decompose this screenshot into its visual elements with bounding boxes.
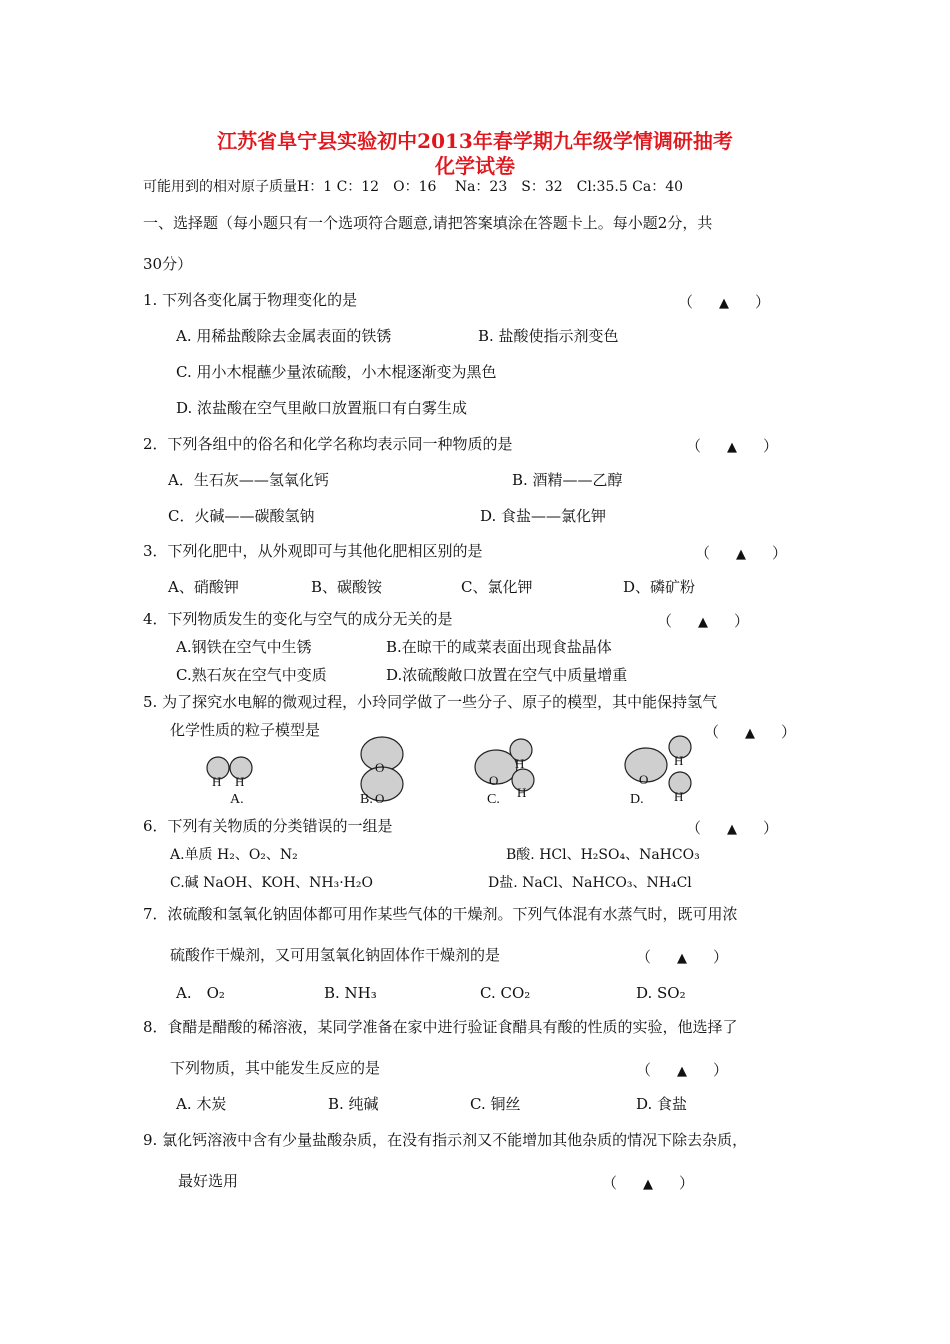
q8-option-c: C. 铜丝 [470, 1095, 521, 1113]
q1-answer-slot[interactable]: （ ▲ ） [678, 293, 771, 311]
answer-mark: ▲ [736, 547, 747, 562]
q8-option-a: A. 木炭 [176, 1095, 227, 1113]
atom-label: O [639, 772, 649, 787]
q6-answer-slot[interactable]: （ ▲ ） [686, 819, 779, 837]
q5-stem: 5. 为了探究水电解的微观过程，小玲同学做了一些分子、原子的模型，其中能保持氢气 [143, 693, 718, 711]
q7-option-a: A. O₂ [176, 984, 225, 1002]
atom-label: O [375, 791, 385, 806]
q6-option-a: A.单质 H₂、O₂、N₂ [170, 847, 298, 863]
answer-mark: ▲ [745, 726, 756, 741]
q2-option-c: C．火碱——碳酸氢钠 [168, 507, 315, 525]
atom-label: H [515, 756, 525, 771]
answer-mark: ▲ [677, 1064, 688, 1079]
q1-option-b: B. 盐酸使指示剂变色 [478, 327, 619, 345]
q4-option-b: B.在晾干的咸菜表面出现食盐晶体 [386, 638, 612, 656]
q7-answer-slot[interactable]: （ ▲ ） [636, 948, 729, 966]
answer-mark: ▲ [727, 822, 738, 837]
q6-option-d: D盐. NaCl、NaHCO₃、NH₄Cl [488, 875, 692, 891]
q1-option-a: A. 用稀盐酸除去金属表面的铁锈 [176, 327, 392, 345]
q1-option-c: C. 用小木棍蘸少量浓硫酸，小木棍逐渐变为黑色 [176, 363, 497, 381]
section-heading-cont: 30分） [143, 255, 193, 273]
q3-option-b: B、碳酸铵 [311, 578, 383, 596]
atom-label: H [517, 785, 527, 800]
atom-label: H [674, 753, 684, 768]
section-heading: 一、选择题（每小题只有一个选项符合题意,请把答案填涂在答题卡上。每小题2分，共 [143, 214, 713, 232]
q3-option-a: A、硝酸钾 [168, 578, 239, 596]
q3-option-d: D、磷矿粉 [623, 578, 696, 596]
q8-option-b: B. 纯碱 [328, 1095, 379, 1113]
answer-mark: ▲ [727, 440, 738, 455]
q4-option-a: A.钢铁在空气中生锈 [176, 638, 312, 656]
q6-option-b: B酸. HCl、H₂SO₄、NaHCO₃ [506, 847, 700, 863]
q8-stem: 8．食醋是醋酸的稀溶液，某同学准备在家中进行验证食醋具有酸的性质的实验，他选择了 [143, 1018, 738, 1036]
q2-stem: 2．下列各组中的俗名和化学名称均表示同一种物质的是 [143, 435, 513, 453]
answer-mark: ▲ [698, 615, 709, 630]
answer-mark: ▲ [643, 1177, 654, 1192]
q2-answer-slot[interactable]: （ ▲ ） [686, 437, 779, 455]
q7-option-d: D. SO₂ [636, 984, 686, 1002]
q7-option-b: B. NH₃ [324, 984, 377, 1002]
q9-answer-slot[interactable]: （ ▲ ） [602, 1174, 695, 1192]
q2-option-b: B. 酒精——乙醇 [512, 471, 623, 489]
q4-option-c: C.熟石灰在空气中变质 [176, 666, 327, 684]
q8-stem-cont: 下列物质，其中能发生反应的是 [170, 1059, 381, 1077]
q7-option-c: C. CO₂ [480, 984, 531, 1002]
q4-answer-slot[interactable]: （ ▲ ） [657, 612, 750, 630]
atom-label: H [212, 774, 222, 789]
exam-title: 江苏省阜宁县实验初中2013年春学期九年级学情调研抽考 [217, 129, 733, 153]
q3-stem: 3．下列化肥中，从外观即可与其他化肥相区别的是 [143, 542, 483, 560]
q6-option-c: C.碱 NaOH、KOH、NH₃·H₂O [170, 875, 373, 891]
q3-option-c: C、氯化钾 [461, 578, 533, 596]
q1-option-d: D. 浓盐酸在空气里敞口放置瓶口有白雾生成 [176, 399, 468, 417]
q9-stem-cont: 最好选用 [178, 1172, 239, 1190]
q8-option-d: D. 食盐 [636, 1095, 688, 1113]
q2-option-a: A．生石灰——氢氧化钙 [168, 471, 329, 489]
q5-option-a: A. [230, 792, 244, 807]
atomic-mass-line: 可能用到的相对原子质量H：1 C：12 O：16 Na：23 S：32 Cl:35.5 Ca：40 [143, 179, 684, 195]
q4-option-d: D.浓硫酸敞口放置在空气中质量增重 [386, 666, 628, 684]
answer-mark: ▲ [719, 296, 730, 311]
atom-label: H [235, 774, 245, 789]
q5-stem-cont: 化学性质的粒子模型是 [170, 721, 321, 739]
q5-option-d: D. [630, 792, 644, 807]
q3-answer-slot[interactable]: （ ▲ ） [695, 544, 788, 562]
q9-stem: 9. 氯化钙溶液中含有少量盐酸杂质，在没有指示剂又不能增加其他杂质的情况下除去杂质， [143, 1131, 748, 1149]
atom-label: O [489, 773, 499, 788]
q6-stem: 6．下列有关物质的分类错误的一组是 [143, 817, 393, 835]
q5-answer-slot[interactable]: （ ▲ ） [704, 723, 797, 741]
q7-stem: 7．浓硫酸和氢氧化钠固体都可用作某些气体的干燥剂。下列气体混有水蒸气时，既可用浓 [143, 905, 738, 923]
exam-subtitle: 化学试卷 [435, 154, 515, 178]
q4-stem: 4．下列物质发生的变化与空气的成分无关的是 [143, 610, 453, 628]
answer-mark: ▲ [677, 951, 688, 966]
q2-option-d: D. 食盐——氯化钾 [480, 507, 607, 525]
q5-option-c: C. [487, 792, 500, 807]
atom-label: O [375, 760, 385, 775]
q8-answer-slot[interactable]: （ ▲ ） [636, 1061, 729, 1079]
q7-stem-cont: 硫酸作干燥剂，又可用氢氧化钠固体作干燥剂的是 [170, 946, 501, 964]
q1-stem: 1. 下列各变化属于物理变化的是 [143, 291, 358, 309]
atom-label: H [674, 789, 684, 804]
q5-option-b: B. [360, 792, 373, 807]
